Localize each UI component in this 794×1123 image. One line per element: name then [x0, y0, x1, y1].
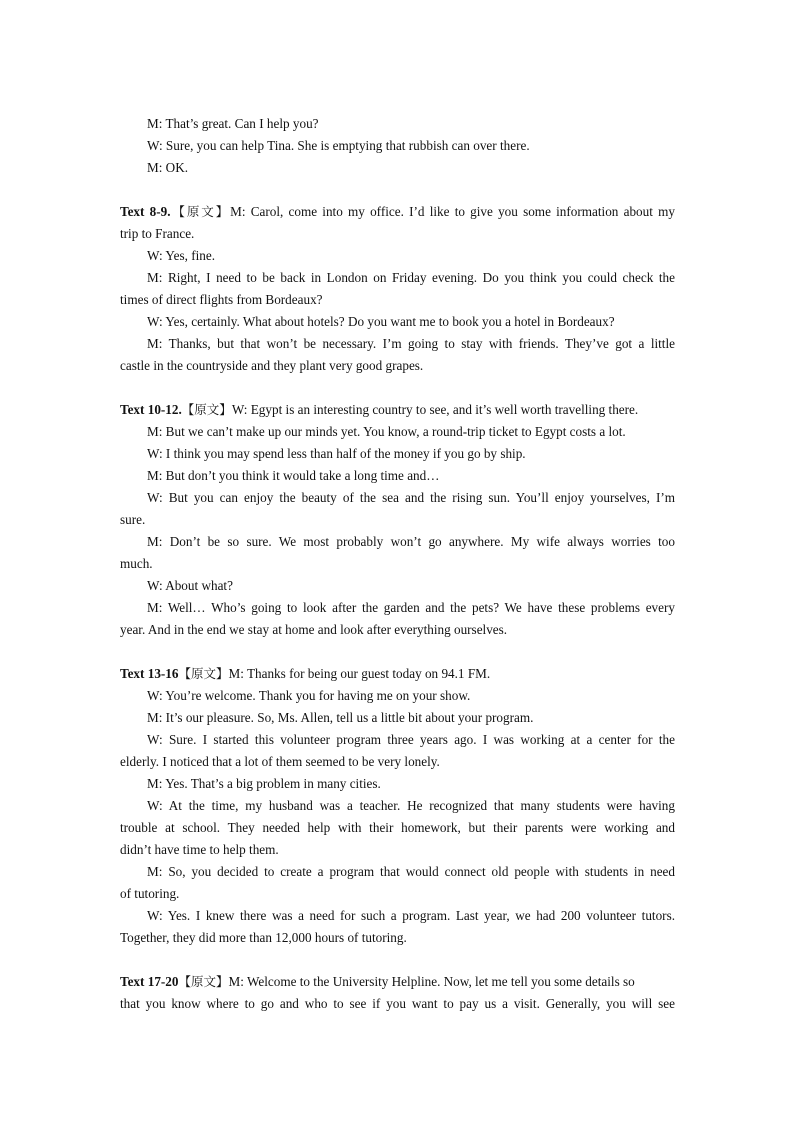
intro-block	[120, 113, 675, 179]
dialogue-text: M: Thanks for being our guest today on 94.1 FM.	[228, 666, 491, 681]
section-heading-line	[120, 201, 675, 223]
dialogue-line: M: That’s great. Can I help you?	[147, 116, 319, 131]
dialogue-line: sure.	[120, 512, 146, 527]
dialogue-line: didn’t have time to help them.	[120, 842, 279, 857]
dialogue-line: W: But you can enjoy the beauty of the sea and the rising sun. You’ll enjoy yourselves, I’m	[147, 490, 675, 505]
dialogue-line: M: It’s our pleasure. So, Ms. Allen, tell us a little bit about your program.	[147, 710, 534, 725]
transcript-sections	[120, 179, 675, 1015]
dialogue-line: M: Yes. That’s a big problem in many cities.	[147, 776, 381, 791]
section-label: Text 13-16	[120, 666, 179, 681]
dialogue-line: M: But we can’t make up our minds yet. You know, a round-trip ticket to Egypt costs a lot.	[147, 424, 626, 439]
dialogue-line: of tutoring.	[120, 886, 180, 901]
section-heading-line	[120, 971, 675, 993]
dialogue-line: times of direct flights from Bordeaux?	[120, 292, 323, 307]
section-heading-line	[120, 399, 675, 421]
section-label: Text 10-12.	[120, 402, 182, 417]
dialogue-line: W: Yes, fine.	[147, 248, 216, 263]
dialogue-text: M: Welcome to the University Helpline. Now, let me tell you some details so	[228, 974, 635, 989]
dialogue-text: W: Egypt is an interesting country to see, and it’s well worth travelling there.	[231, 402, 639, 417]
dialogue-line: elderly. I noticed that a lot of them seemed to be very lonely.	[120, 754, 440, 769]
dialogue-line: castle in the countryside and they plant very good grapes.	[120, 358, 424, 373]
dialogue-line: W: Yes. I knew there was a need for such a program. Last year, we had 200 volunteer tutors.	[147, 908, 675, 923]
section-heading-line	[120, 663, 675, 685]
dialogue-line: M: Well… Who’s going to look after the garden and the pets? We have these problems every	[147, 600, 675, 615]
transcript-section	[120, 663, 675, 949]
document-page	[120, 113, 675, 1015]
dialogue-line: M: Thanks, but that won’t be necessary. I’m going to stay with friends. They’ve got a little	[147, 336, 675, 351]
dialogue-line: Together, they did more than 12,000 hours of tutoring.	[120, 930, 407, 945]
dialogue-line: W: Yes, certainly. What about hotels? Do you want me to book you a hotel in Bordeaux?	[147, 314, 615, 329]
dialogue-line: trip to France.	[120, 226, 195, 241]
dialogue-line: W: At the time, my husband was a teacher. He recognized that many students were having	[147, 798, 675, 813]
dialogue-line: that you know where to go and who to see if you want to pay us a visit. Generally, you will see	[120, 996, 675, 1011]
dialogue-line: year. And in the end we stay at home and look after everything ourselves.	[120, 622, 508, 637]
dialogue-line: W: About what?	[147, 578, 233, 593]
dialogue-line: W: You’re welcome. Thank you for having me on your show.	[147, 688, 471, 703]
dialogue-line: much.	[120, 556, 153, 571]
dialogue-line: M: So, you decided to create a program that would connect old people with students in need	[147, 864, 675, 879]
transcript-section	[120, 971, 675, 1015]
section-label: Text 17-20	[120, 974, 179, 989]
transcript-section	[120, 201, 675, 377]
original-text-marker: 【原文】	[170, 204, 231, 219]
section-gap	[120, 377, 675, 399]
transcript-section	[120, 399, 675, 641]
section-gap	[120, 641, 675, 663]
section-gap	[120, 949, 675, 971]
dialogue-line: M: OK.	[147, 160, 189, 175]
dialogue-line: W: Sure, you can help Tina. She is emptying that rubbish can over there.	[147, 138, 530, 153]
original-text-marker: 【原文】	[178, 666, 229, 681]
dialogue-line: M: Don’t be so sure. We most probably won’t go anywhere. My wife always worries too	[147, 534, 675, 549]
dialogue-line: M: But don’t you think it would take a long time and…	[147, 468, 440, 483]
dialogue-text: M: Carol, come into my office. I’d like to give you some information about my	[230, 204, 675, 219]
original-text-marker: 【原文】	[181, 402, 232, 417]
dialogue-line: W: I think you may spend less than half of the money if you go by ship.	[147, 446, 526, 461]
section-gap	[120, 179, 675, 201]
dialogue-line: trouble at school. They needed help with their homework, but their parents were working and	[120, 820, 675, 835]
section-label: Text 8-9.	[120, 204, 171, 219]
dialogue-line: M: Right, I need to be back in London on Friday evening. Do you think you could check the	[147, 270, 675, 285]
original-text-marker: 【原文】	[178, 974, 229, 989]
dialogue-line: W: Sure. I started this volunteer program three years ago. I was working at a center for the	[147, 732, 675, 747]
